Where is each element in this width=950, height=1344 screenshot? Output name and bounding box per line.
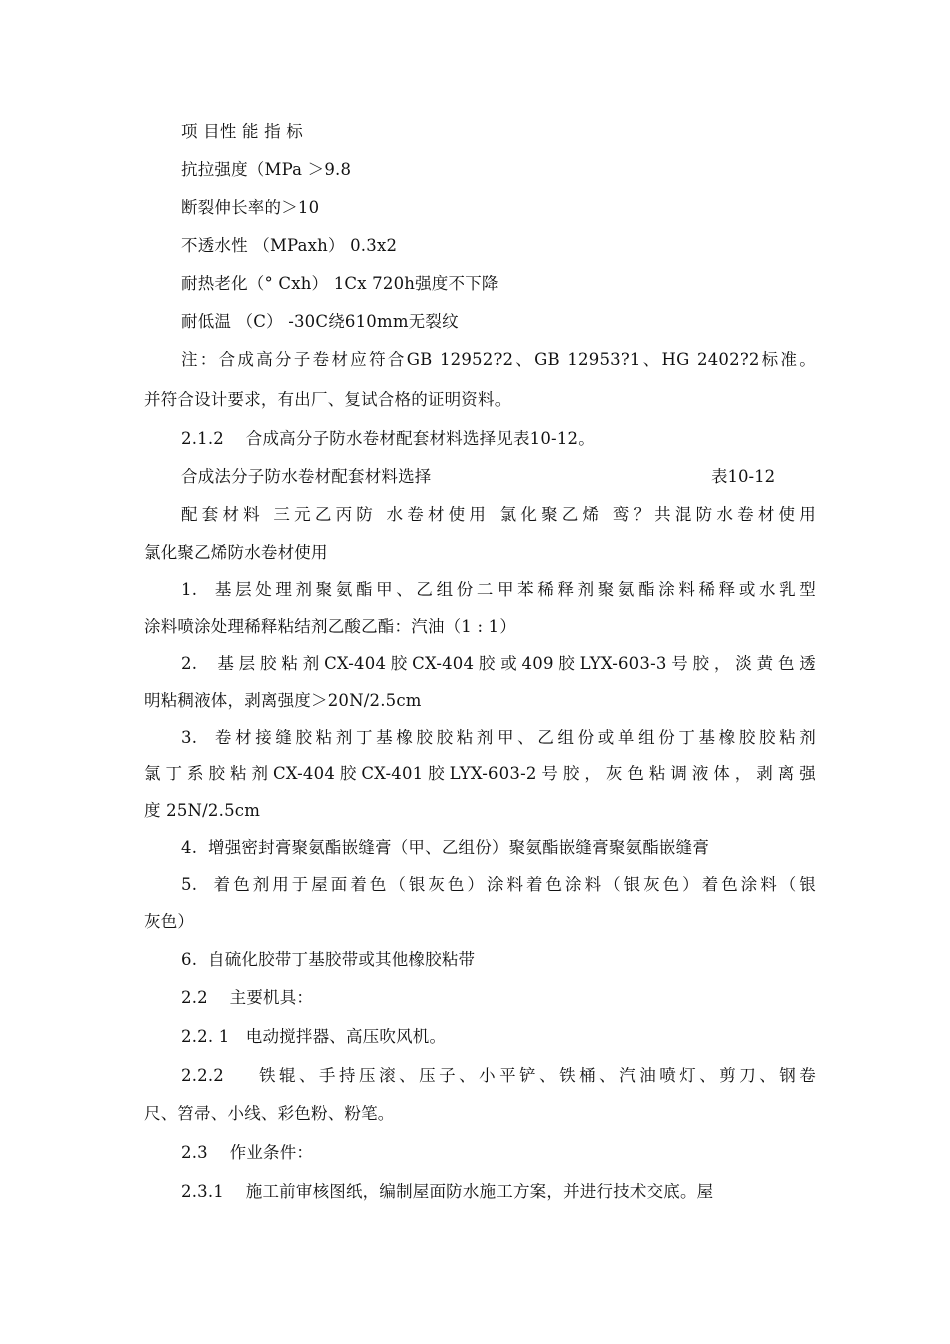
list-item-cont: 明粘稠液体，剥离强度＞20N/2.5cm xyxy=(144,691,422,710)
list-item-cont: 涂料喷涂处理稀释粘结剂乙酸乙酯：汽油（1 : 1） xyxy=(144,617,517,636)
section-line: 2.3 作业条件： xyxy=(181,1143,314,1162)
table-number: 表10-12 xyxy=(711,467,776,486)
list-item-cont: 度 25N/2.5cm xyxy=(144,801,261,820)
section-line: 2.3.1 施工前审核图纸，编制屋面防水施工方案，并进行技术交底。屋 xyxy=(181,1182,714,1201)
list-item: 4. 增强密封膏聚氨酯嵌缝膏（甲、乙组份）聚氨酯嵌缝膏聚氨酯嵌缝膏 xyxy=(181,838,710,857)
note-line: 注：合成高分子卷材应符合GB 12952?2、GB 12953?1、HG 2402?2标准。 xyxy=(181,350,816,369)
list-item: 3. 卷材接缝胶粘剂丁基橡胶胶粘剂甲、乙组份或单组份丁基橡胶胶粘剂 xyxy=(181,728,816,747)
text-line: 配套材料 三元乙丙防 水卷材使用 氯化聚乙烯 鸾？共混防水卷材使用 xyxy=(181,505,816,524)
section-line: 2.1.2 合成高分子防水卷材配套材料选择见表10-12。 xyxy=(181,429,595,448)
text-line: 氯化聚乙烯防水卷材使用 xyxy=(144,543,328,562)
note-line: 并符合设计要求，有出厂、复试合格的证明资料。 xyxy=(144,390,512,409)
list-item: 5. 着色剂用于屋面着色（银灰色）涂料着色涂料（银灰色）着色涂料（银 xyxy=(181,875,816,894)
list-item-cont: 灰色） xyxy=(144,912,195,931)
text-line: 项 目性 能 指 标 xyxy=(181,122,303,141)
text-line: 抗拉强度（MPa ＞9.8 xyxy=(181,160,352,179)
list-item: 6. 自硫化胶带丁基胶带或其他橡胶粘带 xyxy=(181,950,476,969)
text-line: 耐低温 （C） -30C绕610mm无裂纹 xyxy=(181,312,459,331)
text-line: 断裂伸长率的＞10 xyxy=(181,198,320,217)
list-item: 2. 基层胶粘剂CX-404胶CX-404胶或409胶LYX-603-3号胶，淡黄色透 xyxy=(181,654,816,673)
section-line: 2.2.2 铁辊、手持压滚、压子、小平铲、铁桶、汽油喷灯、剪刀、钢卷 xyxy=(181,1066,816,1085)
section-line: 2.2 主要机具： xyxy=(181,988,314,1007)
text-line: 耐热老化（° Cxh） 1Cx 720h强度不下降 xyxy=(181,274,499,293)
table-caption: 合成法分子防水卷材配套材料选择 xyxy=(181,467,432,486)
list-item: 1. 基层处理剂聚氨酯甲、乙组份二甲苯稀释剂聚氨酯涂料稀释或水乳型 xyxy=(181,580,816,599)
list-item-cont: 氯丁系胶粘剂CX-404胶CX-401胶LYX-603-2号胶，灰色粘调液体，剥离强 xyxy=(144,764,816,783)
text-line: 不透水性 （MPaxh） 0.3x2 xyxy=(181,236,398,255)
section-line-cont: 尺、笤帚、小线、彩色粉、粉笔。 xyxy=(144,1104,395,1123)
section-line: 2.2. 1 电动搅拌器、高压吹风机。 xyxy=(181,1027,447,1046)
